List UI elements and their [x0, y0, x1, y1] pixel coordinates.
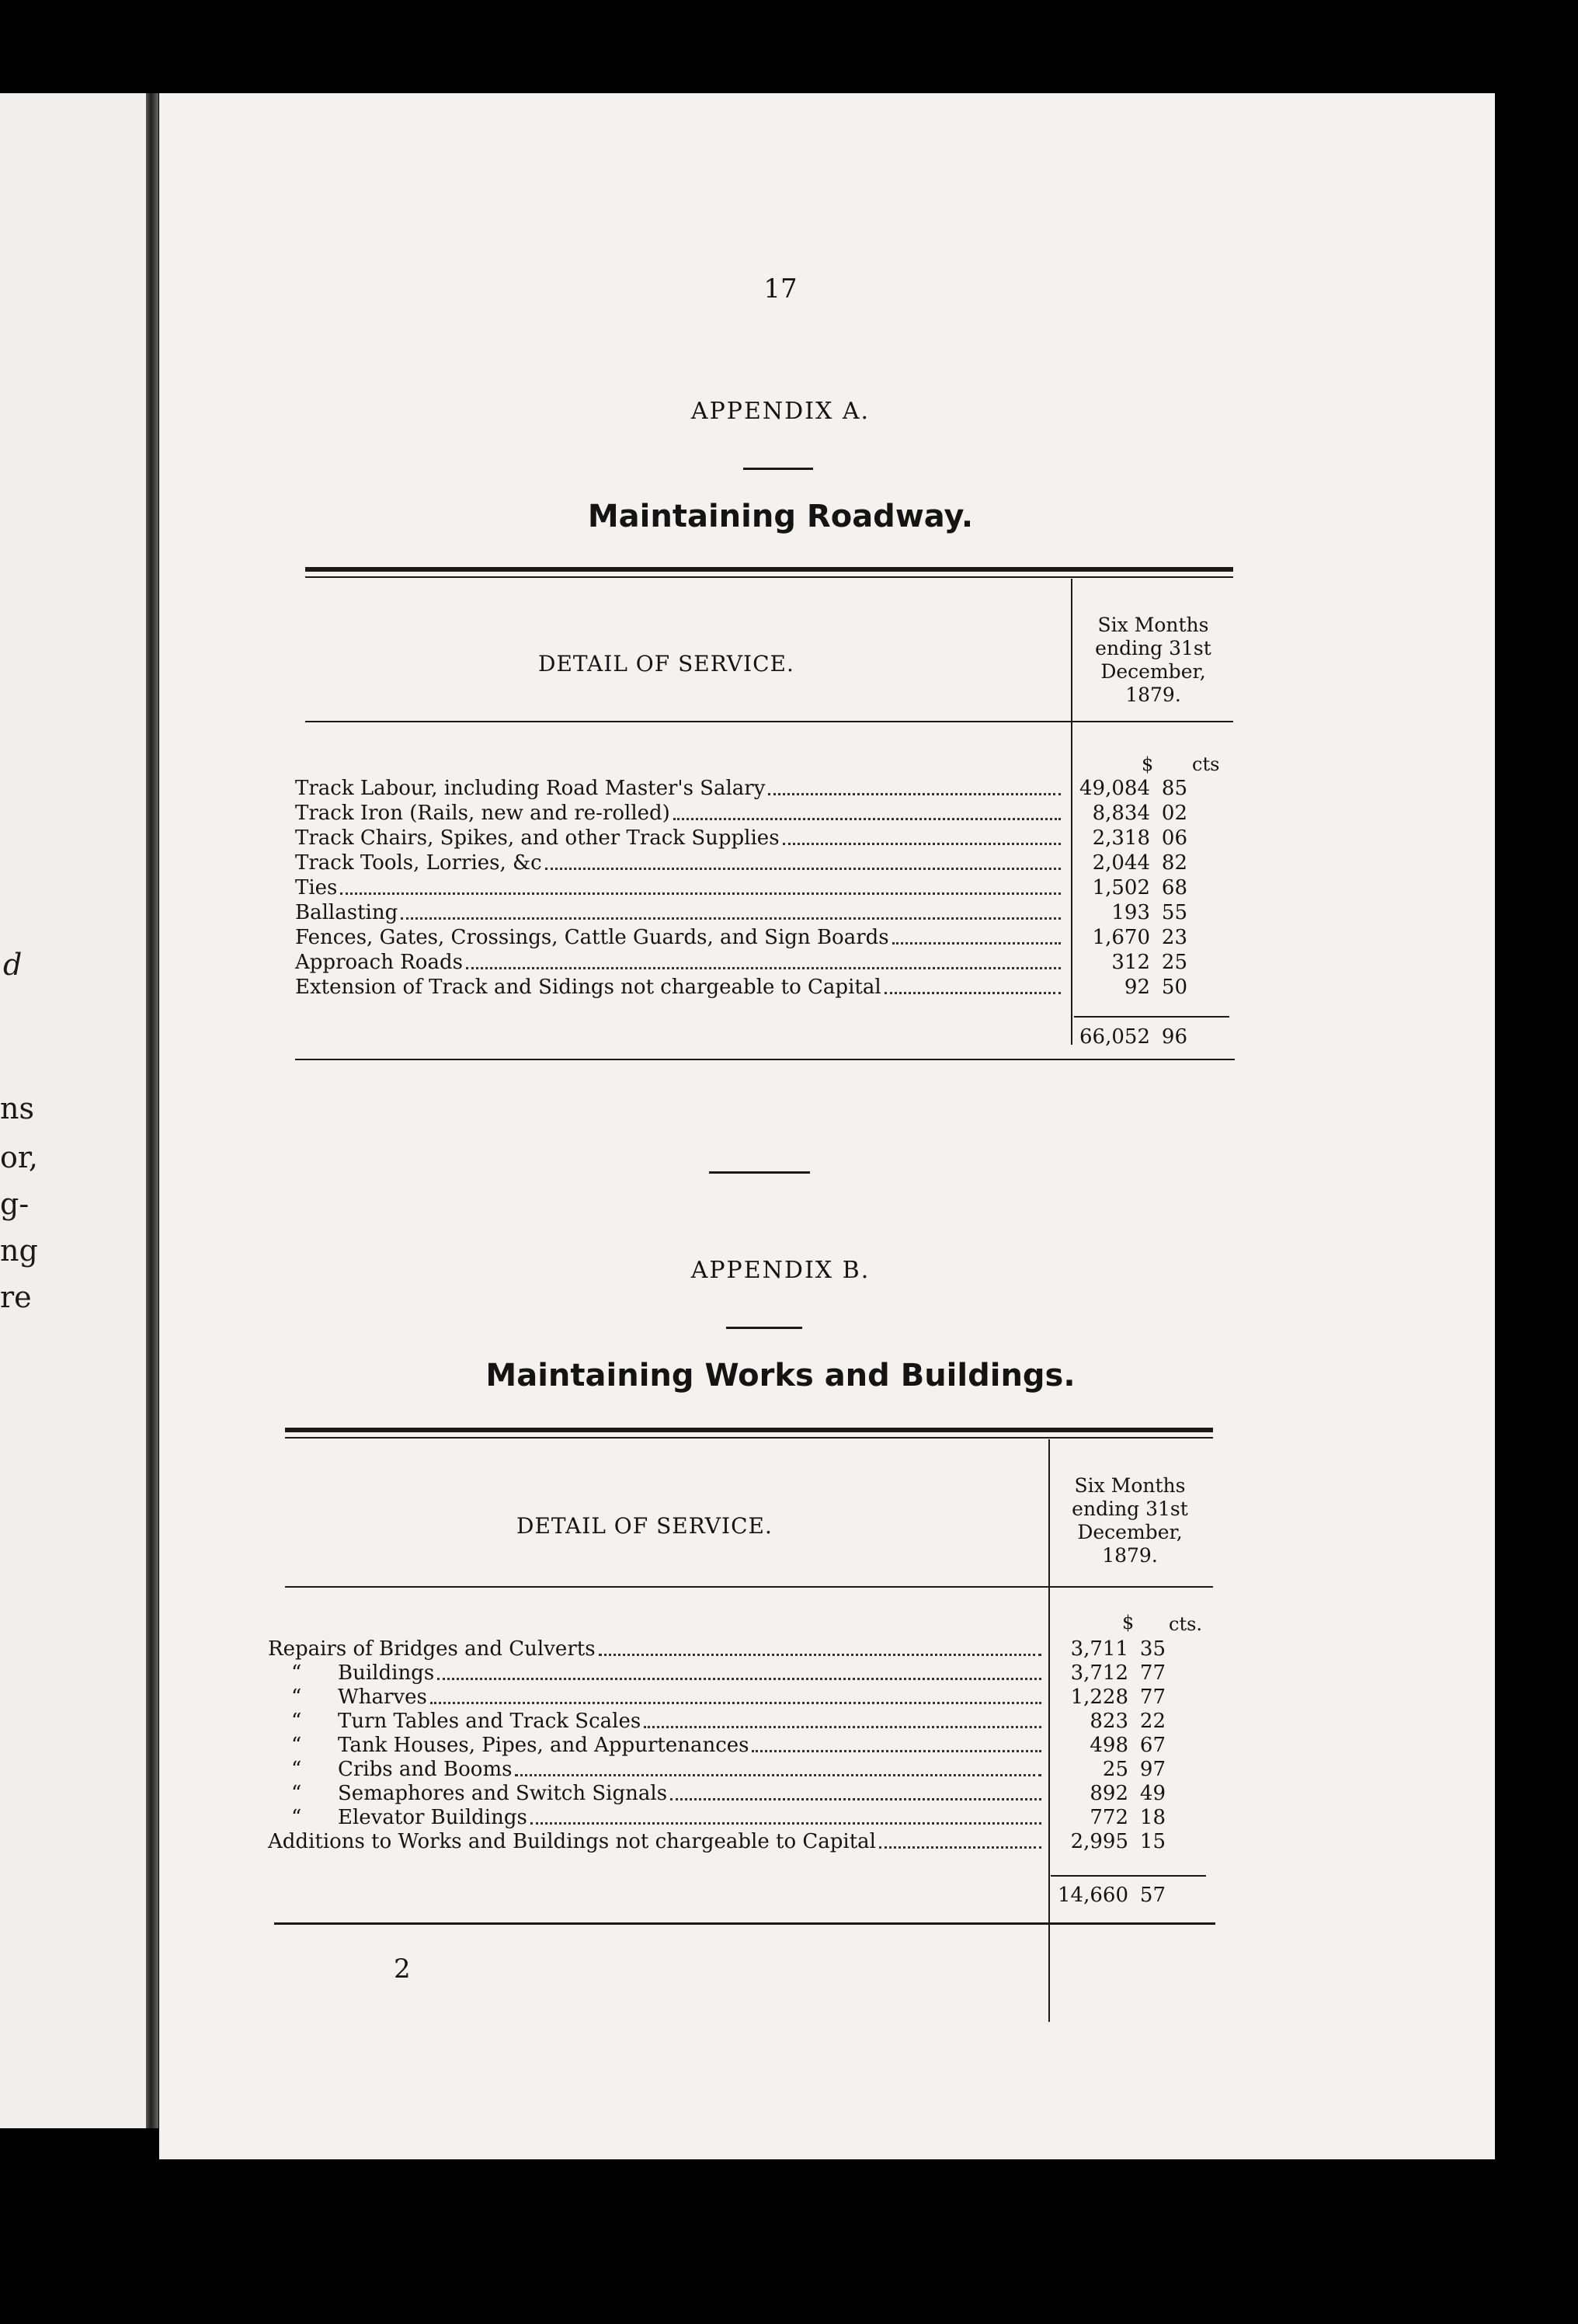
- row-dollars: 312: [1111, 951, 1150, 974]
- leader-dots: [530, 1811, 1041, 1825]
- table-row: [295, 976, 1064, 999]
- row-amount: [1054, 1710, 1166, 1733]
- row-dollars: 1,228: [1070, 1686, 1128, 1709]
- row-label: Track Tools, Lorries, &c: [295, 851, 542, 875]
- table-b-period-header: [1052, 1474, 1208, 1567]
- row-label: Turn Tables and Track Scales: [338, 1710, 641, 1733]
- leader-dots: [670, 1787, 1041, 1800]
- ditto-mark: “: [291, 1710, 302, 1733]
- table-row: [268, 1782, 1044, 1805]
- table-a-detail-header: DETAIL OF SERVICE.: [538, 651, 794, 677]
- row-label: Ties: [295, 876, 338, 899]
- ditto-mark: “: [291, 1782, 302, 1805]
- row-amount: [1054, 1637, 1166, 1661]
- table-a-period-line: 1879.: [1125, 684, 1181, 706]
- leader-dots: [644, 1715, 1041, 1728]
- row-dollars: 8,834: [1092, 802, 1150, 825]
- row-dollars: 1,670: [1092, 926, 1150, 949]
- table-a-period-header: [1076, 614, 1231, 707]
- leader-dots: [515, 1763, 1041, 1776]
- row-label: Buildings: [338, 1661, 435, 1685]
- row-cents: 85: [1161, 777, 1187, 800]
- leader-dots: [783, 832, 1061, 845]
- row-cents: 55: [1161, 901, 1187, 924]
- table-row: [295, 777, 1064, 800]
- table-b-column-divider: [1048, 1439, 1050, 2022]
- ditto-mark: “: [291, 1661, 302, 1685]
- table-row: [268, 1830, 1044, 1853]
- row-cents: 25: [1161, 951, 1187, 974]
- leader-dots: [599, 1643, 1041, 1656]
- section-separator-rule: [709, 1171, 810, 1174]
- row-cents: 06: [1161, 826, 1187, 850]
- row-dollars: 25: [1102, 1758, 1128, 1781]
- row-label: Approach Roads: [295, 951, 463, 974]
- leader-dots: [892, 931, 1061, 945]
- table-row: [295, 826, 1064, 850]
- row-amount: [1054, 1661, 1166, 1685]
- row-cents: 23: [1161, 926, 1187, 949]
- ditto-mark: “: [291, 1806, 302, 1829]
- leader-dots: [340, 882, 1061, 895]
- row-dollars: 193: [1111, 901, 1150, 924]
- row-cents: 77: [1139, 1661, 1166, 1685]
- appendix-b-heading: APPENDIX B.: [690, 1257, 871, 1284]
- leader-dots: [401, 906, 1061, 920]
- table-a-period-line: ending 31st: [1095, 637, 1211, 659]
- ditto-mark: “: [291, 1686, 302, 1709]
- row-dollars: 498: [1090, 1734, 1128, 1757]
- table-a-sum-rule: [1074, 1016, 1229, 1018]
- ditto-mark: “: [291, 1758, 302, 1781]
- appendix-a-short-rule: [743, 468, 813, 470]
- row-label: Repairs of Bridges and Culverts: [268, 1637, 596, 1661]
- table-b-detail-header: DETAIL OF SERVICE.: [516, 1513, 773, 1539]
- row-dollars: 3,711: [1070, 1637, 1128, 1661]
- row-cents: 22: [1139, 1710, 1166, 1733]
- left-fragment-text: ns: [0, 1091, 34, 1125]
- left-fragment-text: re: [0, 1280, 32, 1314]
- table-row: [268, 1806, 1044, 1829]
- left-fragment-text: g-: [0, 1187, 30, 1221]
- leader-dots: [752, 1739, 1041, 1752]
- table-b-period-line: 1879.: [1102, 1544, 1158, 1567]
- table-b-period-line: December,: [1077, 1521, 1183, 1543]
- row-amount: [1076, 826, 1187, 850]
- row-dollars: 2,044: [1092, 851, 1150, 875]
- ditto-mark: “: [291, 1734, 302, 1757]
- row-label: Elevator Buildings: [338, 1806, 527, 1829]
- table-row: [295, 876, 1064, 899]
- row-label: Semaphores and Switch Signals: [338, 1782, 668, 1805]
- left-fragment-text: ng: [0, 1233, 38, 1268]
- left-fragment-text: d: [3, 948, 23, 982]
- row-label: Track Chairs, Spikes, and other Track Supplies: [295, 826, 780, 850]
- table-a-total: [1076, 1025, 1187, 1049]
- row-cents: 02: [1161, 802, 1187, 825]
- table-a-total-cents: 96: [1161, 1025, 1187, 1049]
- row-dollars: 92: [1124, 976, 1150, 999]
- row-dollars: 823: [1090, 1710, 1128, 1733]
- appendix-b-short-rule: [726, 1327, 802, 1329]
- leader-dots: [879, 1835, 1041, 1849]
- row-label: Cribs and Booms: [338, 1758, 513, 1781]
- row-cents: 77: [1139, 1686, 1166, 1709]
- table-row: [268, 1734, 1044, 1757]
- table-a-cents-unit: cts: [1192, 753, 1220, 775]
- row-cents: 18: [1139, 1806, 1166, 1829]
- table-row: [268, 1686, 1044, 1709]
- table-a-period-line: Six Months: [1097, 614, 1209, 636]
- table-a-dollar-unit: $: [1142, 753, 1154, 775]
- row-cents: 15: [1139, 1830, 1166, 1853]
- row-label: Track Labour, including Road Master's Salary: [295, 777, 766, 800]
- table-a-period-line: December,: [1100, 660, 1206, 683]
- table-b-top-rule: [285, 1428, 1213, 1432]
- page-number: 17: [763, 273, 798, 304]
- row-amount: [1054, 1806, 1166, 1829]
- row-label: Extension of Track and Sidings not chargeable to Capital: [295, 976, 881, 999]
- leader-dots: [673, 807, 1061, 820]
- table-b-period-line: ending 31st: [1072, 1498, 1188, 1520]
- row-dollars: 772: [1090, 1806, 1128, 1829]
- table-a-column-divider: [1071, 579, 1072, 1045]
- book-spine: [146, 93, 158, 2128]
- table-row: [268, 1710, 1044, 1733]
- row-amount: [1076, 951, 1187, 974]
- table-a-total-dollars: 66,052: [1079, 1025, 1150, 1049]
- leader-dots: [545, 857, 1061, 870]
- table-row: [295, 951, 1064, 974]
- row-cents: 97: [1139, 1758, 1166, 1781]
- row-amount: [1076, 901, 1187, 924]
- row-amount: [1076, 976, 1187, 999]
- table-b-period-line: Six Months: [1074, 1474, 1186, 1497]
- leader-dots: [437, 1667, 1041, 1680]
- row-cents: 50: [1161, 976, 1187, 999]
- leader-dots: [466, 956, 1061, 969]
- row-amount: [1054, 1734, 1166, 1757]
- row-amount: [1054, 1686, 1166, 1709]
- table-b-total: [1054, 1884, 1166, 1907]
- row-dollars: 49,084: [1079, 777, 1150, 800]
- row-amount: [1054, 1782, 1166, 1805]
- table-a-top-rule: [305, 567, 1233, 572]
- table-a-top-rule-thin: [305, 576, 1233, 578]
- appendix-a-title: Maintaining Roadway.: [587, 499, 974, 534]
- leader-dots: [885, 981, 1061, 994]
- table-a-header-rule: [305, 721, 1233, 722]
- row-cents: 35: [1139, 1637, 1166, 1661]
- table-b-total-cents: 57: [1139, 1884, 1166, 1907]
- row-dollars: 892: [1090, 1782, 1128, 1805]
- table-row: [268, 1661, 1044, 1685]
- table-b-cents-unit: cts.: [1169, 1613, 1203, 1635]
- row-amount: [1076, 851, 1187, 875]
- row-cents: 67: [1139, 1734, 1166, 1757]
- row-dollars: 2,318: [1092, 826, 1150, 850]
- leader-dots: [430, 1691, 1041, 1704]
- row-label: Fences, Gates, Crossings, Cattle Guards, and Sign Boards: [295, 926, 889, 949]
- signature-number: 2: [394, 1953, 411, 1985]
- table-b-sum-rule: [1051, 1875, 1206, 1877]
- table-row: [295, 802, 1064, 825]
- row-amount: [1076, 926, 1187, 949]
- row-cents: 68: [1161, 876, 1187, 899]
- table-b-top-rule-thin: [285, 1437, 1213, 1439]
- row-dollars: 1,502: [1092, 876, 1150, 899]
- row-cents: 82: [1161, 851, 1187, 875]
- row-cents: 49: [1139, 1782, 1166, 1805]
- table-row: [295, 926, 1064, 949]
- row-label: Tank Houses, Pipes, and Appurtenances: [338, 1734, 749, 1757]
- row-label: Additions to Works and Buildings not chargeable to Capital: [268, 1830, 876, 1853]
- left-fragment-text: or,: [0, 1140, 38, 1174]
- left-page-fragment: [0, 93, 148, 2128]
- row-amount: [1076, 802, 1187, 825]
- table-b-header-rule: [285, 1586, 1213, 1588]
- table-row: [295, 851, 1064, 875]
- row-label: Wharves: [338, 1686, 427, 1709]
- table-a-bottom-rule: [295, 1059, 1235, 1060]
- table-row: [295, 901, 1064, 924]
- row-amount: [1054, 1830, 1166, 1853]
- row-dollars: 3,712: [1070, 1661, 1128, 1685]
- table-b-bottom-rule: [274, 1922, 1215, 1925]
- appendix-b-title: Maintaining Works and Buildings.: [485, 1358, 1076, 1393]
- row-amount: [1076, 777, 1187, 800]
- row-dollars: 2,995: [1070, 1830, 1128, 1853]
- table-row: [268, 1758, 1044, 1781]
- appendix-a-heading: APPENDIX A.: [690, 398, 871, 425]
- row-amount: [1076, 876, 1187, 899]
- row-label: Ballasting: [295, 901, 398, 924]
- document-page: [159, 93, 1495, 2159]
- table-b-dollar-unit: $: [1122, 1612, 1135, 1633]
- table-b-total-dollars: 14,660: [1058, 1884, 1128, 1907]
- row-amount: [1054, 1758, 1166, 1781]
- leader-dots: [768, 782, 1061, 795]
- row-label: Track Iron (Rails, new and re-rolled): [295, 802, 670, 825]
- table-row: [268, 1637, 1044, 1661]
